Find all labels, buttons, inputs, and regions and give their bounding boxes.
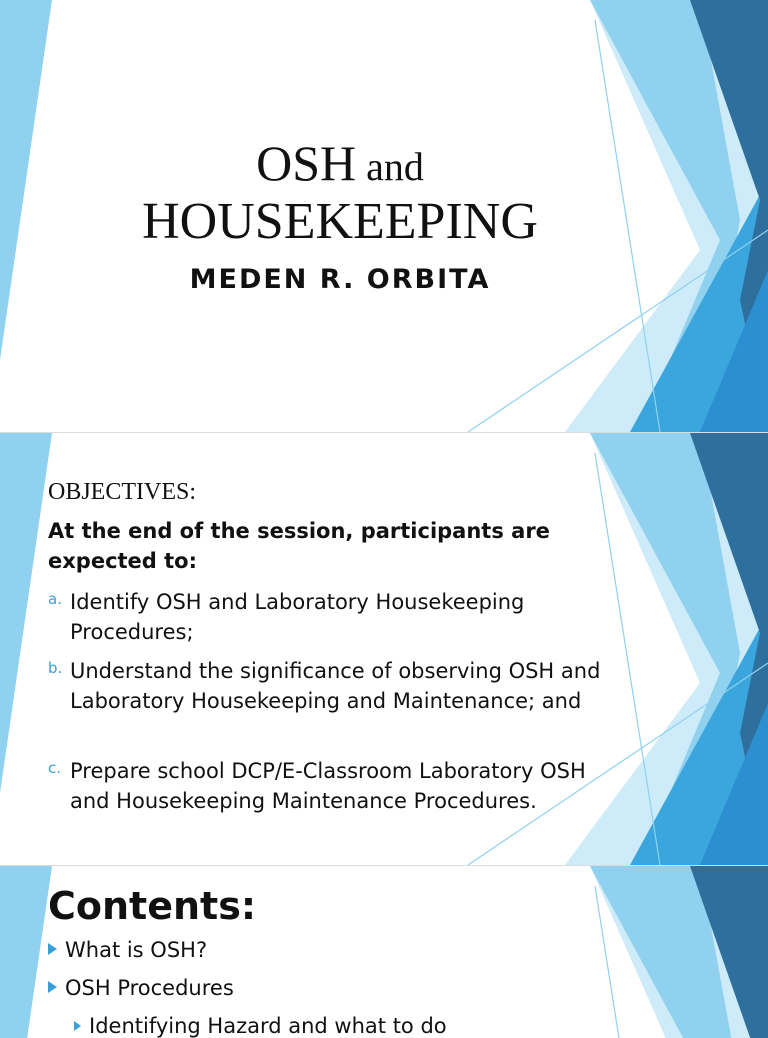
- bullet-arrow-icon: [48, 981, 57, 993]
- contents-subitem: [74, 1014, 447, 1038]
- objective-text: Understand the significance of observing OSH and Laboratory Housekeeping and Maintenance; and: [70, 659, 601, 713]
- objectives-lead: At the end of the session, participants are expected to:: [48, 519, 550, 573]
- contents-subitem-label: Identifying Hazard and what to do: [89, 1014, 447, 1038]
- contents-slide: [0, 866, 768, 1038]
- objective-marker: a.: [48, 590, 62, 608]
- title-slide: [0, 0, 768, 432]
- objectives-slide: [0, 433, 768, 865]
- bullet-arrow-icon: [74, 1021, 81, 1031]
- contents-heading: Contents:: [48, 884, 257, 928]
- contents-item-label: OSH Procedures: [65, 976, 234, 1000]
- title-and: and: [356, 144, 424, 189]
- title-osh: OSH: [256, 135, 357, 191]
- objective-marker: c.: [48, 759, 62, 777]
- left-accent-triangle: [0, 866, 52, 1038]
- author-name: MEDEN R. ORBITA: [189, 264, 491, 295]
- contents-item: [48, 976, 234, 1000]
- objectives-heading: OBJECTIVES:: [48, 479, 197, 505]
- objective-text: Prepare school DCP/E-Classroom Laboratory OSH and Housekeeping Maintenance Procedures.: [70, 759, 586, 813]
- title-line-2: HOUSEKEEPING: [142, 193, 538, 250]
- contents-item: [48, 938, 207, 962]
- left-accent-triangle: [0, 433, 52, 793]
- objective-text: Identify OSH and Laboratory Housekeeping Procedures;: [70, 590, 525, 644]
- title-line-1: [0, 135, 680, 191]
- contents-item-label: What is OSH?: [65, 938, 208, 962]
- bullet-arrow-icon: [48, 943, 57, 955]
- objective-marker: b.: [48, 659, 63, 677]
